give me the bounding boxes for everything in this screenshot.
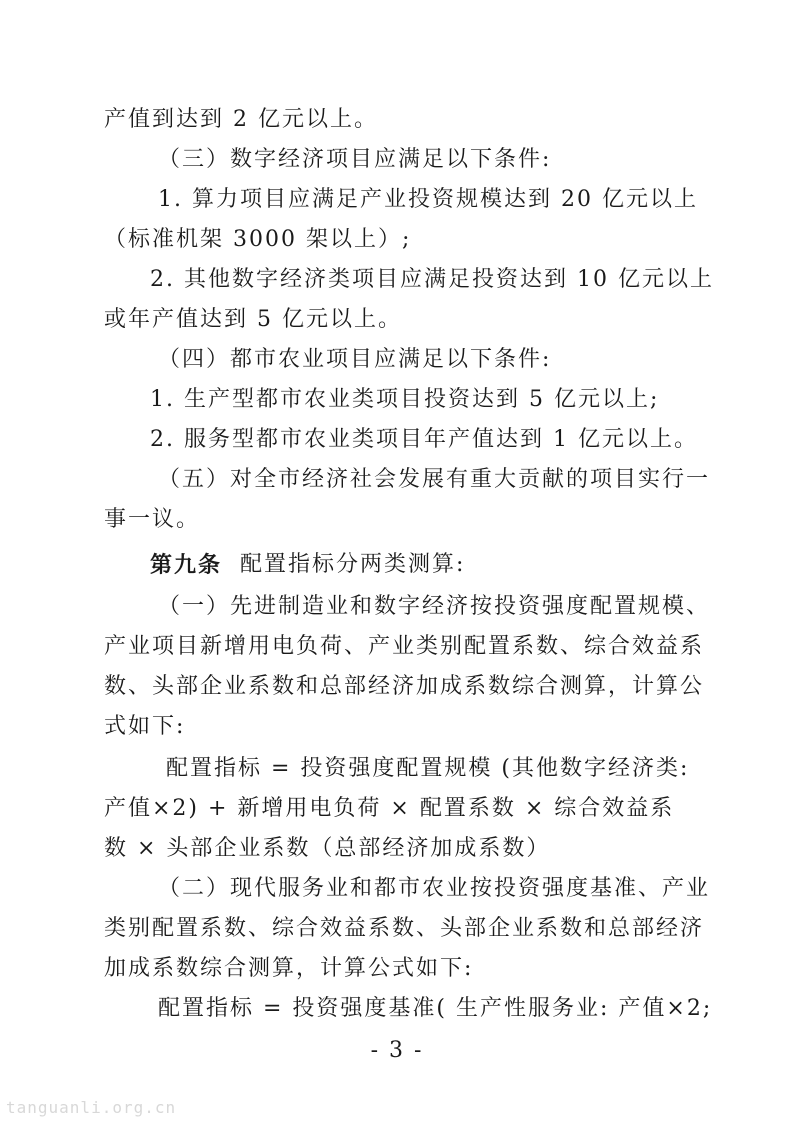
formula-line: 数 × 头部企业系数（总部经济加成系数） bbox=[104, 836, 551, 861]
paragraph-line: 或年产值达到 5 亿元以上。 bbox=[104, 307, 402, 332]
formula-line: 产值×2) + 新增用电负荷 × 配置系数 × 综合效益系 bbox=[104, 796, 675, 821]
paragraph-line: （二）现代服务业和都市农业按投资强度基准、产业 bbox=[158, 876, 711, 901]
paragraph-line: 配置指标分两类测算: bbox=[240, 552, 466, 577]
paragraph-line: （一）先进制造业和数字经济按投资强度配置规模、 bbox=[158, 594, 711, 619]
paragraph-line: 类别配置系数、综合效益系数、头部企业系数和总部经济 bbox=[104, 916, 705, 941]
section-heading-4: （四）都市农业项目应满足以下条件: bbox=[158, 347, 552, 372]
paragraph-line: （标准机架 3000 架以上）; bbox=[104, 227, 412, 252]
paragraph-line: 产值到达到 2 亿元以上。 bbox=[104, 107, 378, 132]
section-heading-3: （三）数字经济项目应满足以下条件: bbox=[158, 147, 552, 172]
formula-line: 配置指标 = 投资强度基准( 生产性服务业: 产值×2; bbox=[158, 996, 713, 1021]
paragraph-line: 加成系数综合测算，计算公式如下: bbox=[104, 956, 474, 981]
paragraph-line: 事一议。 bbox=[104, 507, 201, 532]
paragraph-line: 1. 算力项目应满足产业投资规模达到 20 亿元以上 bbox=[158, 187, 698, 212]
paragraph-line: 2. 其他数字经济类项目应满足投资达到 10 亿元以上 bbox=[150, 267, 714, 292]
paragraph-line: 式如下: bbox=[104, 714, 186, 739]
section-heading-5: （五）对全市经济社会发展有重大贡献的项目实行一 bbox=[158, 467, 711, 492]
paragraph-line: 2. 服务型都市农业类项目年产值达到 1 亿元以上。 bbox=[150, 427, 698, 452]
paragraph-line: 数、头部企业系数和总部经济加成系数综合测算，计算公 bbox=[104, 674, 705, 699]
paragraph-line: 1. 生产型都市农业类项目投资达到 5 亿元以上; bbox=[150, 387, 660, 412]
page-number: - 3 - bbox=[370, 1038, 424, 1063]
paragraph-line: 产业项目新增用电负荷、产业类别配置系数、综合效益系 bbox=[104, 634, 705, 659]
article-label: 第九条 bbox=[150, 552, 223, 578]
formula-line: 配置指标 = 投资强度配置规模 (其他数字经济类: bbox=[166, 756, 690, 781]
watermark: tanguanli.org.cn bbox=[6, 1098, 177, 1117]
